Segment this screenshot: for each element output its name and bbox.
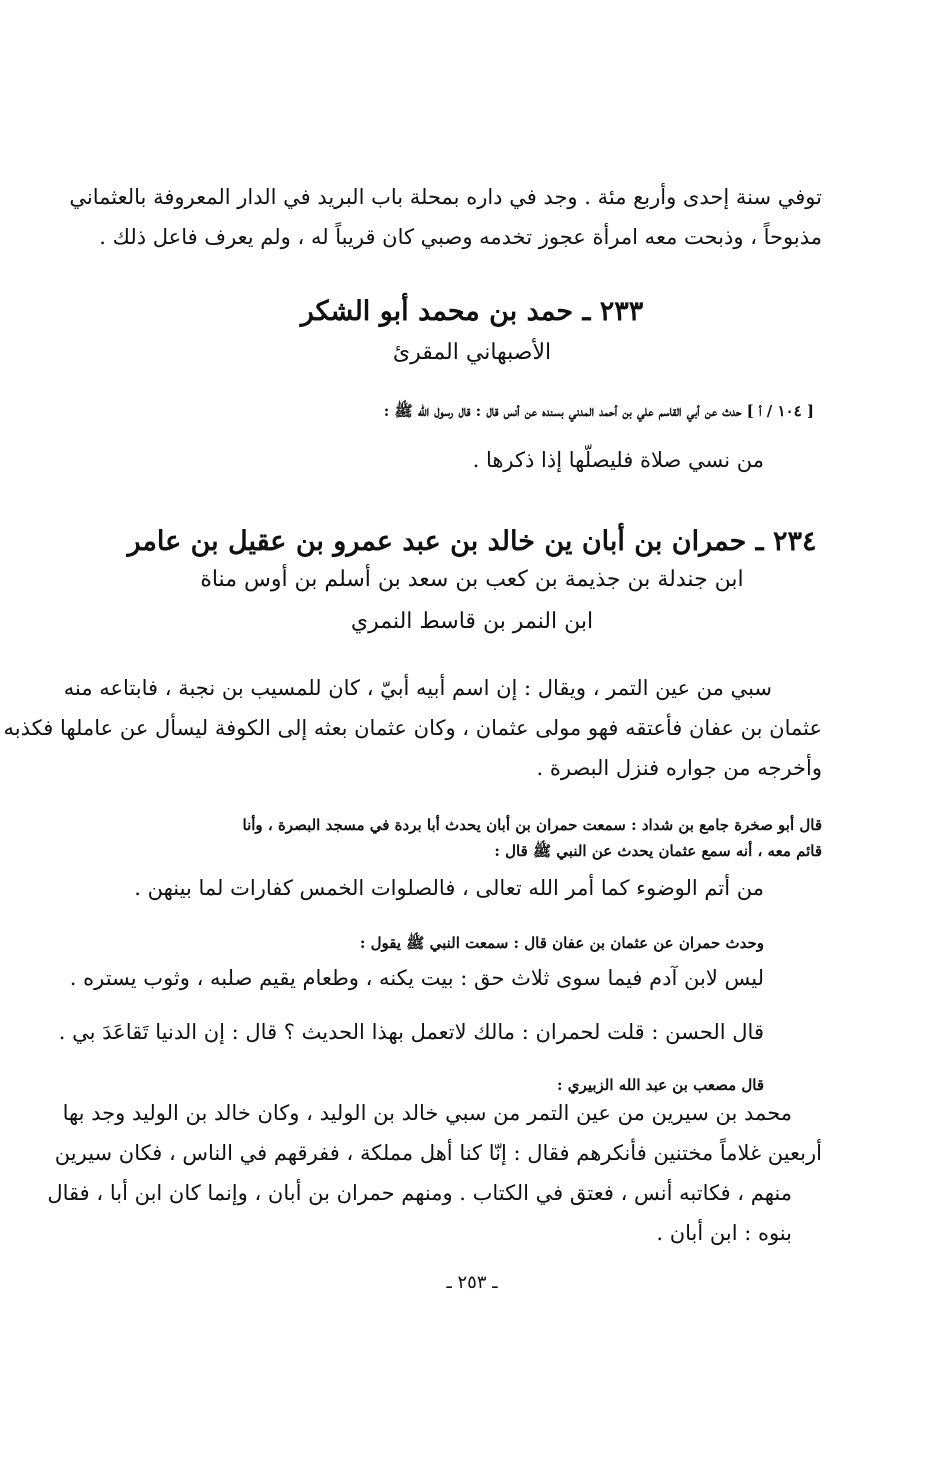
entry-234-paragraph-1 (3, 668, 822, 788)
note-line: قال مصعب بن عبد الله الزبيري : (557, 1076, 764, 1094)
subtitle-line: ابن جندلة بن جذيمة بن كعب بن سعد بن أسلم بن أوس مناة (200, 567, 744, 592)
entry-234-hadith-2 (69, 958, 764, 998)
hadith-line: من نسي صلاة فليصلّها إذا ذكرها . (472, 448, 764, 472)
entry-234-paragraph-3 (47, 1093, 822, 1253)
hadith-line: ليس لابن آدم فيما سوى ثلاث حق : بيت يكنه ، وطعام يقيم صلبه ، وثوب يستره . (69, 966, 764, 990)
paragraph-line: منهم ، فكاتبه أنس ، فعتق في الكتاب . ومنهم حمران بن أبان ، وإنما كان ابن أبا ، فقال (47, 1181, 792, 1205)
entry-233-title: ٢٣٣ ـ حمد بن محمد أبو الشكر (300, 296, 644, 327)
paragraph-line: وأخرجه من جواره فنزل البصرة . (536, 756, 822, 780)
paragraph-line: أربعين غلاماً مختنين فأنكرهم فقال : إنّا كنا أهل مملكة ، ففرقهم في الناس ، فكان سيرين (54, 1141, 822, 1165)
paragraph-line: سبي من عين التمر ، ويقال : إن اسم أبيه أبيّ ، كان للمسيب بن نجبة ، فابتاعه منه (63, 676, 772, 700)
subtitle-line: ابن النمر بن قاسط النمري (350, 609, 594, 634)
entry-233-hadith (140, 440, 764, 480)
note-line: قائم معه ، أنه سمع عثمان يحدث عن النبي ﷺ قال : (494, 842, 822, 860)
paragraph-line: محمد بن سيرين من عين التمر من سبي خالد بن الوليد ، وكان خالد بن الوليد وجد بها (62, 1101, 792, 1125)
entry-234-title: ٢٣٤ ـ حمران بن أبان ين خالد بن عبد عمرو بن عقيل بن عامر (127, 526, 817, 557)
intro-line: مذبوحاً ، وذبحت معه امرأة عجوز تخدمه وصبي كان قريباً له ، ولم يعرف فاعل ذلك . (99, 225, 822, 249)
page-number: ـ ٢٥٣ ـ (446, 1272, 498, 1293)
paragraph-line: عثمان بن عفان فأعتقه فهو مولى عثمان ، وكان عثمان بعثه إلى الكوفة ليسأل عن عاملها فكذبه (3, 716, 822, 740)
entry-234-hadith-1 (134, 868, 764, 908)
paragraph-line: بنوه : ابن أبان . (656, 1221, 792, 1245)
intro-paragraph (69, 177, 822, 257)
entry-234-paragraph-2 (58, 1012, 764, 1052)
intro-line: توفي سنة إحدى وأربع مئة . وجد في داره بمحلة باب البريد في الدار المعروفة بالعثماني (69, 185, 822, 209)
paragraph-line: قال الحسن : قلت لحمران : مالك لاتعمل بهذا الحديث ؟ قال : إن الدنيا تَقاعَدَ بي . (58, 1020, 764, 1044)
entry-234-subtitle (150, 562, 794, 640)
entry-233-subtitle: الأصبهاني المقرئ (392, 340, 552, 365)
note-line: [ ١٠٤ / أ ] حدث عن أبي القاسم علي بن أحمد المدني بسنده عن أنس قال : قال رسول الله ﷺ : (383, 402, 814, 420)
entry-233-note (140, 398, 814, 424)
hadith-line: من أتم الوضوء كما أمر الله تعالى ، فالصلوات الخمس كفارات لما بينهن . (134, 876, 764, 900)
entry-234-note-1 (120, 812, 822, 864)
entry-234-note-2 (140, 930, 764, 956)
note-line: وحدث حمران عن عثمان بن عفان قال : سمعت النبي ﷺ يقول : (359, 934, 764, 952)
note-line: قال أبو صخرة جامع بن شداد : سمعت حمران بن أبان يحدث أبا بردة في مسجد البصرة ، وأنا (242, 816, 822, 834)
